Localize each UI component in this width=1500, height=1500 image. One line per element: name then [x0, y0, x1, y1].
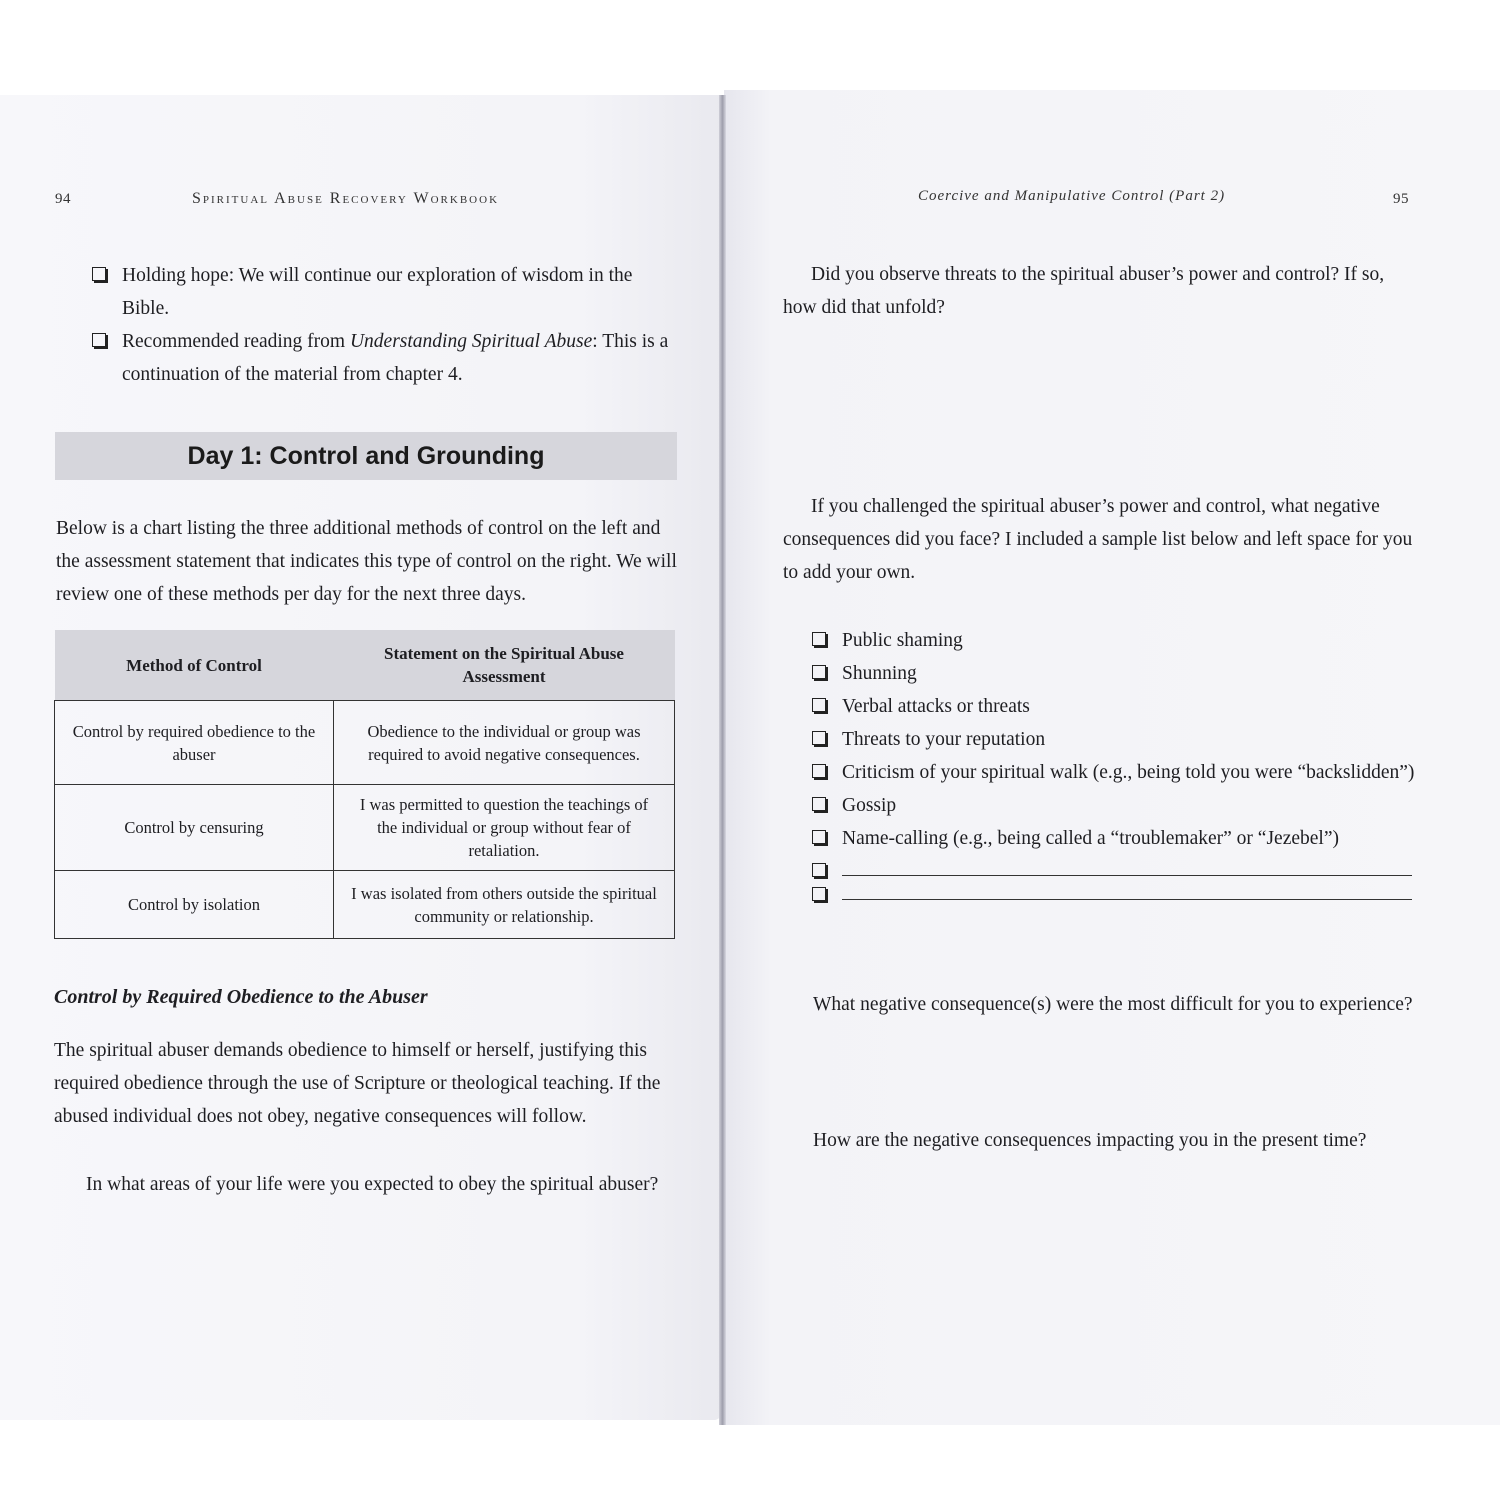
table-header-statement: Statement on the Spiritual Abuse Assessment [334, 630, 675, 701]
table-row [55, 871, 675, 939]
question-threats: Did you observe threats to the spiritual abuser’s power and control? If so, how did that unfold? [783, 264, 1385, 318]
checkbox-icon[interactable] [812, 797, 826, 811]
intro-paragraph: Below is a chart listing the three additional methods of control on the left and the assessment statement that indicates this type of control on the right. We will review one of these methods per day for the next three days. [56, 518, 677, 605]
checkbox-icon[interactable] [812, 764, 826, 778]
checkbox-icon[interactable] [812, 632, 826, 646]
table-cell-method: Control by required obedience to the abuser [55, 701, 334, 785]
consequence-list [812, 624, 1415, 903]
table-header-method: Method of Control [55, 630, 334, 701]
list-item: Name-calling (e.g., being called a “troublemaker” or “Jezebel”) [812, 822, 1415, 855]
right-page-number: 95 [1393, 191, 1409, 207]
checkbox-icon[interactable] [92, 333, 106, 347]
checklist-item-text: Holding hope: We will continue our exploration of wisdom in the Bible. [122, 265, 633, 319]
right-running-header: Coercive and Manipulative Control (Part 2) [918, 188, 1226, 204]
control-methods-table [54, 630, 675, 939]
question-present-impact: How are the negative consequences impacting you in the present time? [813, 1130, 1367, 1151]
checkbox-icon[interactable] [812, 863, 826, 877]
list-item [812, 879, 1415, 903]
list-item: Threats to your reputation [812, 723, 1415, 756]
checkbox-icon[interactable] [812, 698, 826, 712]
day-title-banner: Day 1: Control and Grounding [55, 432, 677, 480]
list-item: Gossip [812, 789, 1415, 822]
section-body: The spiritual abuser demands obedience to himself or herself, justifying this required obedience through the use of Scripture or theological teaching. If the abused individual does not obey, negative consequences will follow. [54, 1040, 661, 1127]
table-cell-method: Control by censuring [55, 785, 334, 871]
book-gutter [719, 95, 726, 1425]
section-heading: Control by Required Obedience to the Abuser [54, 986, 428, 1008]
table-row [55, 785, 675, 871]
list-item: Public shaming [812, 624, 1415, 657]
checkbox-icon[interactable] [812, 731, 826, 745]
checkbox-icon[interactable] [812, 830, 826, 844]
checkbox-icon[interactable] [92, 267, 106, 281]
checkbox-icon[interactable] [812, 887, 826, 901]
table-cell-method: Control by isolation [55, 871, 334, 939]
table-cell-statement: I was isolated from others outside the spiritual community or relationship. [334, 871, 675, 939]
question-consequences: If you challenged the spiritual abuser’s power and control, what negative consequences did you face? I included a sample list below and left space for you to add your own. [783, 496, 1413, 583]
checklist-item-text: Recommended reading from Understanding Spiritual Abuse: This is a continuation of the material from chapter 4. [122, 331, 669, 385]
left-running-header: Spiritual Abuse Recovery Workbook [192, 190, 500, 207]
write-in-line[interactable] [842, 879, 1412, 900]
table-cell-statement: Obedience to the individual or group was required to avoid negative consequences. [334, 701, 675, 785]
reflection-question: In what areas of your life were you expected to obey the spiritual abuser? [86, 1174, 659, 1195]
write-in-line[interactable] [842, 855, 1412, 876]
left-page-number: 94 [55, 191, 71, 207]
checklist-item [92, 325, 680, 391]
question-most-difficult: What negative consequence(s) were the most difficult for you to experience? [813, 994, 1413, 1015]
table-cell-statement: I was permitted to question the teachings of the individual or group without fear of retaliation. [334, 785, 675, 871]
list-item: Shunning [812, 657, 1415, 690]
checklist-item [92, 259, 680, 325]
checkbox-icon[interactable] [812, 665, 826, 679]
table-row [55, 701, 675, 785]
list-item [812, 855, 1415, 879]
list-item: Criticism of your spiritual walk (e.g., being told you were “backslidden”) [812, 756, 1415, 789]
list-item: Verbal attacks or threats [812, 690, 1415, 723]
